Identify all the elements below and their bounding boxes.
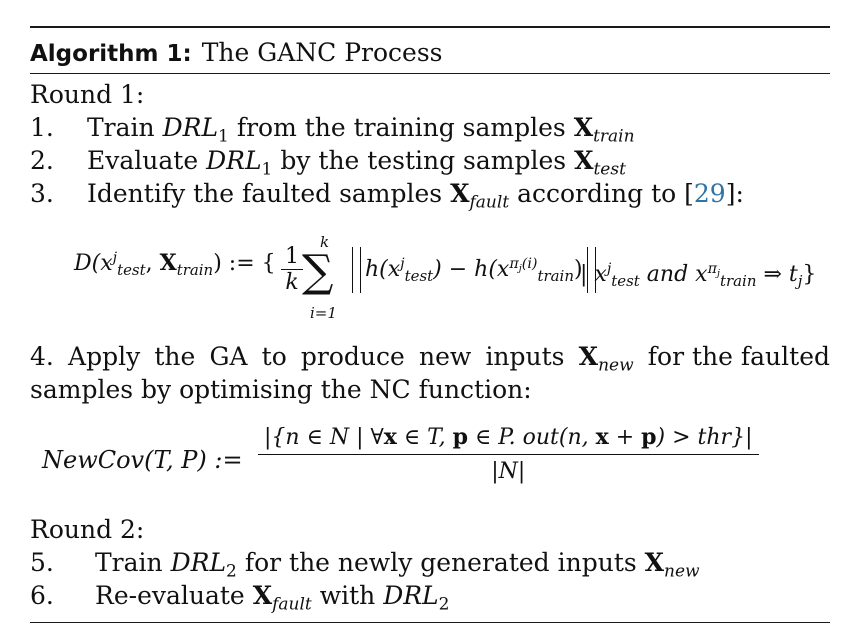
step-word: new xyxy=(418,342,472,371)
drl-symbol: DRL xyxy=(383,581,439,610)
equation-d xyxy=(74,250,276,279)
step-text: ]: xyxy=(725,179,744,208)
step-word: to xyxy=(261,342,287,371)
drl-subscript: 1 xyxy=(261,159,273,180)
eq-text: , xyxy=(145,251,160,276)
x-subscript: train xyxy=(593,126,635,147)
step-text: for the faulted xyxy=(647,342,830,371)
eq-text: and x xyxy=(639,262,708,287)
drl-subscript: 1 xyxy=(218,126,229,147)
x-symbol: x xyxy=(595,424,609,450)
step-word: inputs xyxy=(485,342,565,371)
x-subscript: fault xyxy=(272,594,312,615)
x-subscript: fault xyxy=(469,192,510,213)
step-3 xyxy=(30,179,744,213)
x-subscript: new xyxy=(598,355,634,376)
drl-symbol: DRL xyxy=(206,146,262,175)
step-2 xyxy=(30,146,626,180)
drl-symbol: DRL xyxy=(170,548,227,577)
eq-text: D(x xyxy=(74,251,113,276)
eq-text: | x xyxy=(580,262,607,287)
eq-subscript: train xyxy=(537,266,574,285)
eq-text: ) xyxy=(573,257,583,282)
eq-text: h(x xyxy=(365,257,401,282)
step-6 xyxy=(30,581,450,615)
eq-text: ∈ P. out(n, xyxy=(468,425,596,450)
eq-text: |{n ∈ N | ∀ xyxy=(264,425,384,450)
step-text: Re-evaluate xyxy=(95,581,253,610)
step-number: 2. xyxy=(30,146,54,175)
algorithm-title: The GANC Process xyxy=(201,38,443,67)
eq-text: ∈ T, xyxy=(396,425,453,450)
condition-expression xyxy=(580,261,817,290)
step-text: Train xyxy=(95,548,171,577)
frac-denominator: k xyxy=(281,269,303,295)
summation-sign: ∑ xyxy=(302,246,334,297)
step-number: 4. xyxy=(30,342,54,371)
eq-text: ) := { xyxy=(213,251,276,276)
step-number: 5. xyxy=(30,548,54,577)
frac-denominator: |N| xyxy=(258,454,759,484)
eq-superscript: π xyxy=(509,256,519,273)
newcov-lhs xyxy=(42,446,243,474)
norm-expression xyxy=(348,247,600,293)
round1-heading: Round 1: xyxy=(30,80,145,109)
p-symbol: p xyxy=(452,424,468,450)
x-symbol: X xyxy=(573,113,594,142)
step-text: by the testing samples xyxy=(272,146,575,175)
x-symbol: X xyxy=(644,548,665,577)
step-number: 3. xyxy=(30,179,54,208)
step-word: Apply xyxy=(68,342,141,371)
eq-superscript: π xyxy=(707,261,717,278)
eq-text: ) − h(x xyxy=(433,257,510,282)
x-subscript: test xyxy=(593,159,626,180)
step-text: from the training samples xyxy=(228,113,574,142)
p-symbol: p xyxy=(641,424,657,450)
top-rule xyxy=(30,26,830,28)
step-text: for the newly generated inputs xyxy=(236,548,645,577)
eq-superscript: (i) xyxy=(521,256,538,273)
x-symbol: x xyxy=(383,424,397,450)
sum-lower-limit: i=1 xyxy=(310,304,337,322)
algorithm-label: Algorithm 1: xyxy=(30,41,192,67)
drl-symbol: DRL xyxy=(162,113,219,142)
header-rule xyxy=(30,73,830,74)
round2-heading: Round 2: xyxy=(30,515,145,544)
algorithm-header xyxy=(30,38,443,67)
x-symbol: X xyxy=(578,342,599,371)
eq-subscript: j xyxy=(797,271,803,290)
step-1 xyxy=(30,113,635,147)
x-symbol: X xyxy=(574,146,594,175)
step-number: 1. xyxy=(30,113,54,142)
eq-subscript: j xyxy=(716,268,720,280)
eq-text: ) > thr}| xyxy=(656,425,753,450)
drl-subscript: 2 xyxy=(226,561,237,582)
eq-text: + xyxy=(608,425,642,450)
eq-subscript: test xyxy=(611,271,640,290)
step-text: Train xyxy=(87,113,163,142)
eq-subscript: j xyxy=(518,263,522,275)
eq-superscript: j xyxy=(400,256,405,273)
sum-upper-limit: k xyxy=(320,233,330,251)
bottom-rule xyxy=(30,622,830,623)
step-text: Evaluate xyxy=(87,146,207,175)
eq-subscript: train xyxy=(176,260,214,279)
step-word: produce xyxy=(300,342,405,371)
eq-subscript: test xyxy=(117,260,146,279)
drl-subscript: 2 xyxy=(438,594,450,615)
step-number: 6. xyxy=(30,581,54,610)
eq-text: ⇒ t xyxy=(756,262,798,287)
step-text: according to [ xyxy=(509,179,694,208)
norm-left-bar xyxy=(352,247,361,293)
fraction-1-over-k xyxy=(281,244,303,295)
newcov-fraction xyxy=(258,424,759,484)
eq-subscript: test xyxy=(404,266,434,285)
step-4-line-1 xyxy=(30,342,830,376)
step-4-line-2: samples by optimising the NC function: xyxy=(30,375,532,404)
x-symbol: X xyxy=(252,581,273,610)
x-subscript: new xyxy=(664,561,700,582)
step-word: the xyxy=(154,342,196,371)
eq-text: NewCov(T, P) := xyxy=(42,446,243,474)
x-symbol: X xyxy=(450,179,470,208)
eq-subscript: train xyxy=(719,271,757,290)
eq-superscript: j xyxy=(606,261,612,278)
citation-link[interactable]: 29 xyxy=(693,179,726,208)
step-word: GA xyxy=(209,342,248,371)
eq-superscript: j xyxy=(112,250,118,267)
step-5 xyxy=(30,548,700,582)
step-text: with xyxy=(311,581,384,610)
frac-numerator: 1 xyxy=(285,244,299,269)
eq-text: } xyxy=(802,262,817,287)
x-symbol: X xyxy=(159,250,177,276)
step-text: Identify the faulted samples xyxy=(87,179,451,208)
